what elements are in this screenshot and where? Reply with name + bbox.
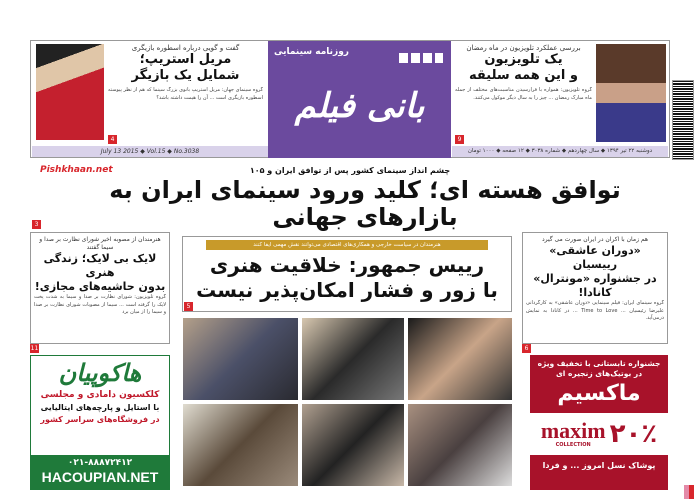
ad-hacoupian[interactable] (30, 355, 170, 490)
ad-left-line2: با استایل و پارچه‌های ایتالیایی (40, 403, 160, 412)
right-story (455, 44, 592, 117)
col-right-body: گروه سینمای ایران: فیلم سینمایی «دوران عاشقی» به کارگردانی علیرضا رئیسیان ... Time to Love ... در کانادا به نمایش درمی‌آید. (526, 300, 664, 321)
photo-5 (302, 404, 404, 486)
ad-left-brand: هاکوپیان (58, 359, 142, 387)
ad-maxim[interactable] (530, 355, 668, 490)
page-badge: 6 (522, 344, 531, 353)
info-bar-en[interactable]: July 13 2015 ◆ Vol.15 ◆ No.3038 (32, 146, 268, 157)
barcode (672, 80, 694, 160)
ad-right-line1: جشنواره تابستانی با تخفیف ویژه (537, 359, 661, 368)
photo-3 (408, 318, 512, 400)
photo-6 (408, 404, 512, 486)
ad-left-footer (31, 455, 169, 489)
page-badge: 11 (30, 345, 39, 352)
col-left-story[interactable] (30, 232, 170, 344)
ad-right-line2: در بوتیک‌های زنجیره ای (555, 369, 643, 378)
right-story-photo (596, 44, 666, 142)
photo-4 (183, 404, 298, 486)
page-badge: 5 (184, 302, 193, 311)
ad-right-slogan: پوشاک نسل امروز ... و فردا (542, 461, 656, 470)
col-left-body: گروه تلویزیون: شورای نظارت بر صدا و سیما به شدت پخت لایک را گرفته است ... سیما از مصوبات شورای نظارت بر صدا و سیما را از میان برد (34, 294, 166, 315)
ad-right-discount: ۲۰٪ (609, 419, 658, 449)
col-center-kicker: هنرمندان در سیاست خارجی و همکاری‌های اقتصادی می‌توانند نقش مهمی ایفا کنند (206, 240, 488, 250)
left-story-kicker: گفت و گویی درباره اسطوره بازیگری (131, 44, 240, 52)
ad-left-url[interactable]: HACOUPIAN.NET (41, 469, 159, 485)
main-headline[interactable]: توافق هسته ای؛ کلید ورود سینمای ایران به بازارهای جهانی (109, 176, 621, 231)
main-kicker: چشم انداز سینمای کشور پس از توافق ایران و ۱۰۵ (249, 166, 451, 175)
masthead-logo-text: بانی فیلم (294, 86, 425, 126)
page-badge: 3 (32, 220, 41, 229)
ad-left-line1: کلکسیون دامادی و مجلسی (40, 390, 160, 400)
masthead-tagline: روزنامه سینمایی (274, 47, 349, 57)
col-center-title: رییس جمهور: خلاقیت هنری با زور و فشار امکان‌پذیر نیست (196, 253, 498, 302)
watermark: Pishkhaan.net (40, 165, 113, 175)
ad-right-brand-fa: ماکسیم (557, 381, 641, 406)
photo-1 (183, 318, 298, 400)
photo-2 (302, 318, 404, 400)
col-left-kicker: هنرمندان از مصوبه اخیر شورای نظارت بر صدا و سیما گفتند (39, 236, 161, 251)
col-left-title: لایک بی لایک؛ زندگی هنری بدون حاشیه‌های مجازی! (34, 252, 166, 293)
right-story-body: گروه تلویزیون: همواره با فرارسیدن مناسبت‌های مختلف از جمله ماه مبارک رمضان ... چیز را به سال دیگر موکول می‌کنند. (455, 87, 592, 101)
col-right-title: «دوران عاشقی» رییسیان در جشنواره «مونترال» کانادا! (533, 244, 657, 299)
ad-right-brand-en: maxim (540, 418, 606, 443)
masthead-squares (399, 53, 443, 63)
left-story (108, 44, 263, 117)
right-story-title: یک تلویزیون و این همه سلیقه (469, 52, 578, 83)
left-story-body: گروه سینمای جهان: مریل استریپ بانوی بزرگ سینما که هم از نظر پیوسته اسطوره بازیگری است ... آن را هیمت داشته باشد؟ (108, 87, 263, 101)
masthead-logo (268, 41, 451, 158)
col-center-story[interactable] (182, 236, 512, 312)
page-badge: 9 (455, 135, 464, 144)
col-right-kicker: هم زمان با اکران در ایران صورت می گیرد (541, 236, 649, 243)
col-right-story[interactable] (522, 232, 668, 344)
ad-left-line3: در فروشگاه‌های سراسر کشور (40, 415, 160, 424)
left-story-photo (36, 44, 104, 140)
ad-left-phone: ۰۲۱-۸۸۸۷۲۴۱۲ (67, 458, 133, 468)
right-story-kicker: بررسی عملکرد تلویزیون در ماه رمضان (466, 44, 581, 52)
ad-right-collection: COLLECTION (555, 442, 591, 448)
corner-marker (684, 485, 694, 499)
left-story-title: مریل استریپ؛ شمایل یک بازیگر (131, 52, 240, 83)
ad-right-discount-band (530, 413, 668, 455)
page-badge: 4 (108, 135, 117, 144)
info-bar-fa[interactable]: دوشنبه ۲۲ تیر ۱۳۹۴ ◆ سال چهاردهم ◆ شماره ۳۰۳۸ ◆ ۱۲ صفحه ◆ ۱۰۰۰ تومان (452, 146, 668, 157)
